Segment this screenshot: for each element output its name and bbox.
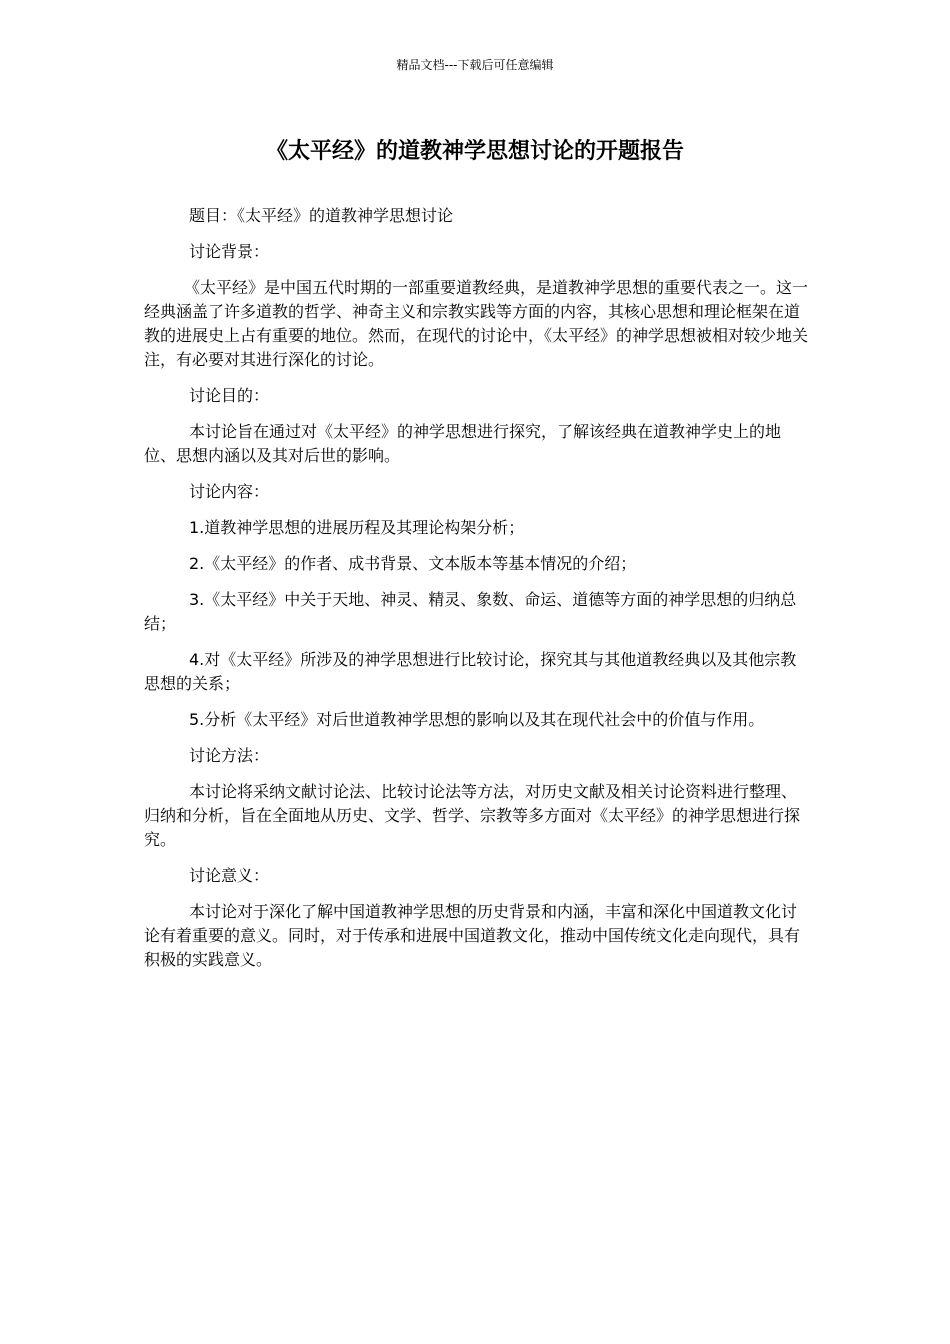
section-heading-content: 讨论内容： (189, 482, 270, 501)
section-heading-significance: 讨论意义： (189, 866, 270, 885)
content-item-3: 3.《太平经》中关于天地、神灵、精灵、象数、命运、道德等方面的神学思想的归纳总结； (144, 590, 797, 633)
paragraph-method: 本讨论将采纳文献讨论法、比较讨论法等方法，对历史文献及相关讨论资料进行整理、归纳和分析，旨在全面地从历史、文学、哲学、宗教等多方面对《太平经》的神学思想进行探究。 (144, 782, 801, 849)
paragraph-significance: 本讨论对于深化了解中国道教神学思想的历史背景和内涵，丰富和深化中国道教文化讨论有着重要的意义。同时，对于传承和进展中国道教文化，推动中国传统文化走向现代，具有积极的实践意义。 (144, 902, 801, 969)
section-heading-background: 讨论背景： (189, 242, 270, 261)
document-title: 《太平经》的道教神学思想讨论的开题报告 (265, 139, 684, 164)
content-item-4: 4.对《太平经》所涉及的神学思想进行比较讨论，探究其与其他道教经典以及其他宗教思想的关系； (144, 650, 797, 693)
page-header-watermark: 精品文档---下载后可任意编辑 (396, 58, 554, 72)
paragraph-background: 《太平经》是中国五代时期的一部重要道教经典，是道教神学思想的重要代表之一。这一经典涵盖了许多道教的哲学、神奇主义和宗教实践等方面的内容，其核心思想和理论框架在道教的进展史上占有重要的地位。然而，在现代的讨论中，《太平经》的神学思想被相对较少地关注，有必要对其进行深化的讨论。 (144, 278, 809, 369)
document-body (144, 204, 812, 984)
paragraph-purpose: 本讨论旨在通过对《太平经》的神学思想进行探究，了解该经典在道教神学史上的地位、思想内涵以及其对后世的影响。 (144, 422, 782, 465)
paragraph-topic: 题目：《太平经》的道教神学思想讨论 (189, 206, 454, 225)
content-item-2: 2.《太平经》的作者、成书背景、文本版本等基本情况的介绍； (189, 554, 637, 573)
content-item-1: 1.道教神学思想的进展历程及其理论构架分析； (189, 518, 525, 537)
section-heading-purpose: 讨论目的： (189, 386, 270, 405)
section-heading-method: 讨论方法： (189, 746, 270, 765)
content-item-5: 5.分析《太平经》对后世道教神学思想的影响以及其在现代社会中的价值与作用。 (189, 710, 765, 729)
